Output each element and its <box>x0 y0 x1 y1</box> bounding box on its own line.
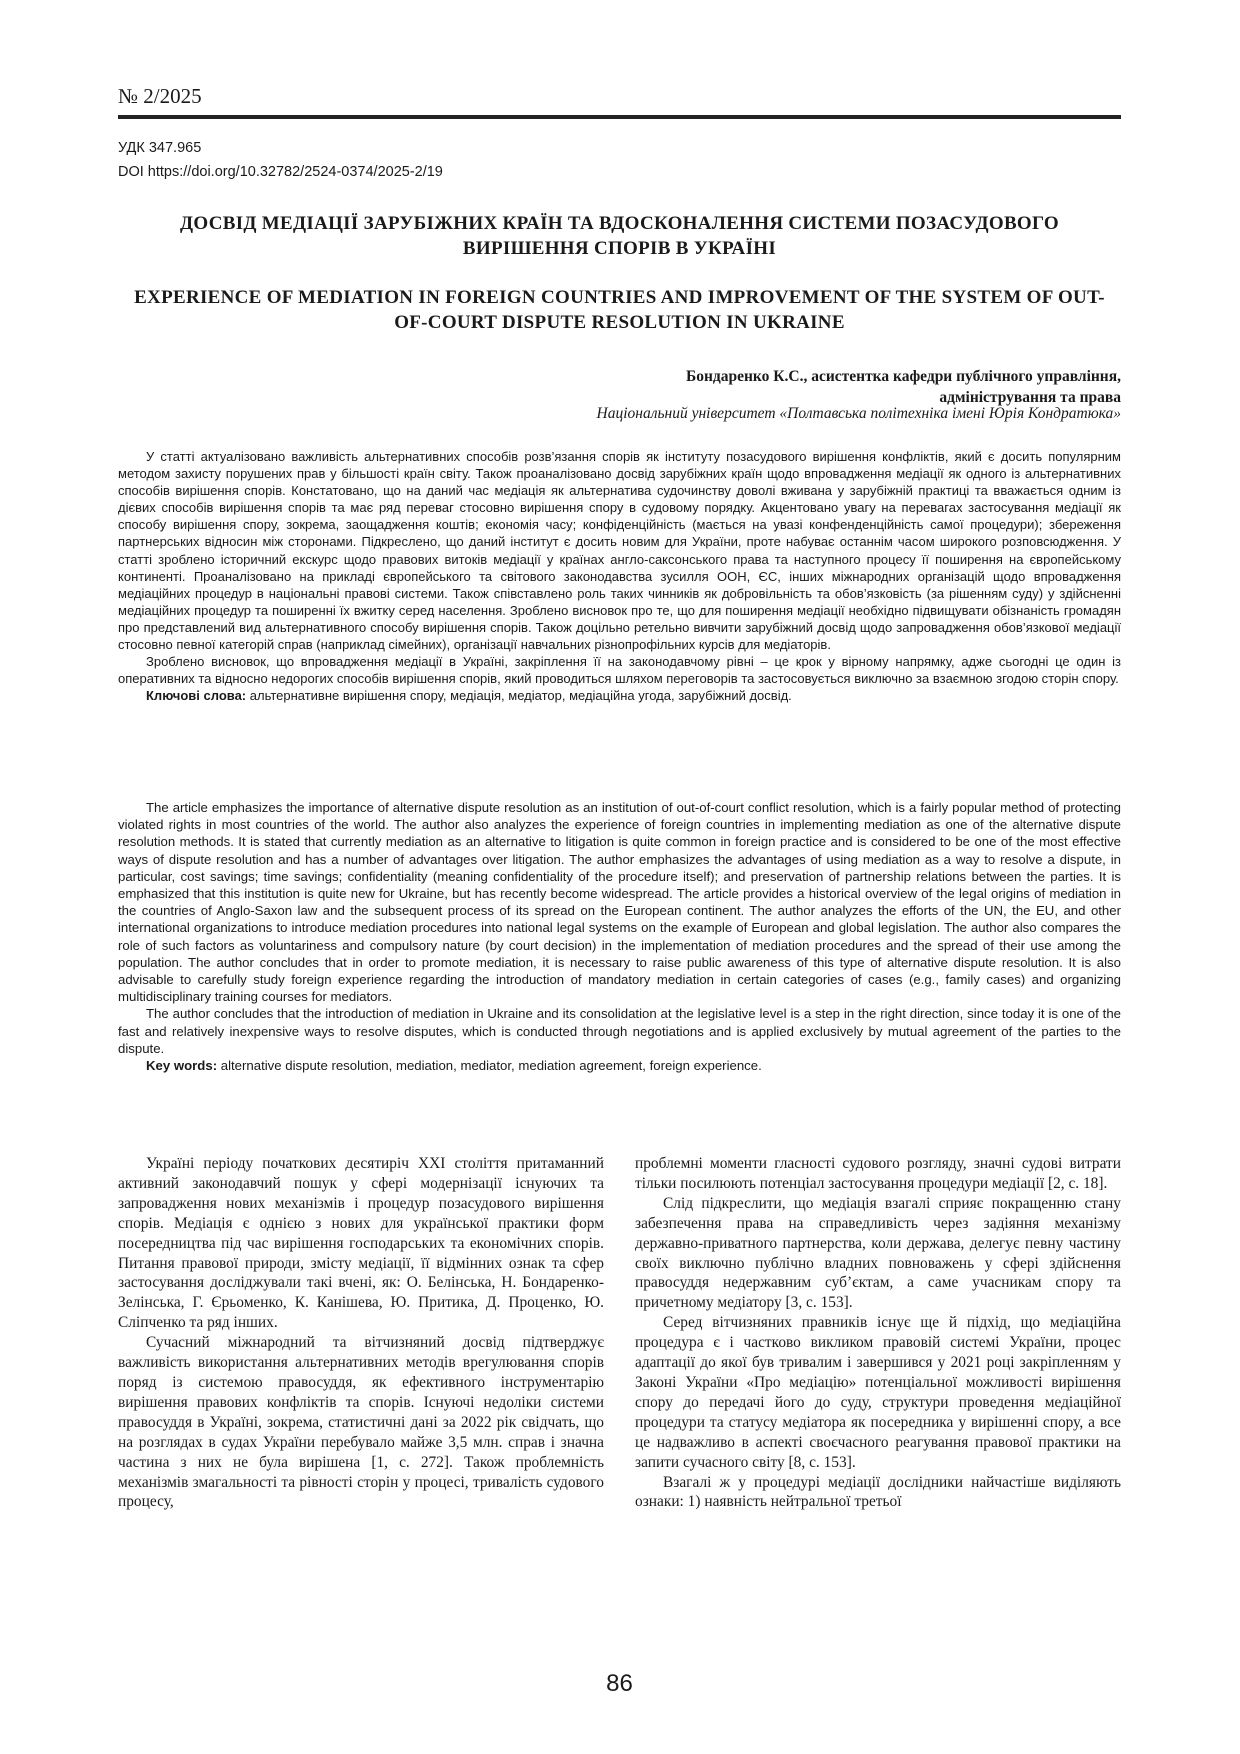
abstract-ua-paragraph: У статті актуалізовано важливість альтернативних способів розв’язання спорів як інституту позасудового вирішення конфліктів, який є досить популярним методом захисту порушених прав у більшості країн світу. Також проаналізовано досвід зарубіжних країн щодо впровадження медіації як одного із альтернативних способів вирішення спорів. Констатовано, що на даний час медіація як альтернатива судочинству доволі вживана у зарубіжній практиці та вважається одним із дієвих способів вирішення спорів та має ряд переваг стосовно вирішення спору в судовому порядку. Акцентовано увагу на перевагах застосування медіації як способу вирішення спору, зокрема, заощадження коштів; економія часу; конфіденційність (мається на увазі конфенденційність самої процедури); збереження партнерських відносин між сторонами. Підкреслено, що даний інститут є досить новим для України, проте набуває останнім часом широкого розповсюдження. У статті зроблено історичний екскурс щодо правових витоків медіації у країнах англо-саксонського права та наступного процесу її поширення на європейському континенті. Проаналізовано на прикладі європейського та світового законодавства зусилля ООН, ЄС, інших міжнародних організацій щодо впровадження медіаційних процедур в національні правові системи. Також співставлено роль таких чинників як добровільність та обов’язковість (за рішенням суду) у здійсненні медіаційних процедур та поширенні їх вжитку серед населення. Зроблено висновок про те, що для поширення медіації необхідно підвищувати обізнаність громадян про представлений вид альтернативного способу вирішення спорів. Також доцільно ретельно вивчити зарубіжний досвід щодо запровадження обов’язкової медіації стосовно певної категорій справ (наприклад сімейних), організації навчальних різнопрофільних курсів для медіаторів. <box>118 449 1121 653</box>
journal-page <box>118 0 1121 1754</box>
keywords-ua-label: Ключові слова: <box>146 688 247 704</box>
keywords-english <box>118 1057 1121 1074</box>
title-ukrainian: ДОСВІД МЕДІАЦІЇ ЗАРУБІЖНИХ КРАЇН ТА ВДОСКОНАЛЕННЯ СИСТЕМИ ПОЗАСУДОВОГО ВИРІШЕННЯ СПОРІВ В УКРАЇНІ <box>180 213 1059 259</box>
author-department: адміністрування та права <box>939 389 1121 406</box>
abstract-ua-conclusion: Зроблено висновок, що впровадження медіації в Україні, закріплення її на законодавчому рівні – це крок у вірному напрямку, адже сьогодні це один із оперативних та відносно недорогих способів вирішення спорів, який проводиться шляхом переговорів та застосовується виключно за взаємною згодою сторін спору. <box>118 654 1121 687</box>
keywords-ua-text: альтернативне вирішення спору, медіація, медіатор, медіаційна угода, зарубіжний досвід. <box>246 688 792 704</box>
header-rule <box>118 115 1121 119</box>
body-paragraph: Слід підкреслити, що медіація взагалі сприяє покращенню стану забезпечення права на справедливість через задіяння механізму державно-приватного партнерства, коли держава, делегує певну частину своїх виключно публічно владних повноважень у сфері здійснення правосуддя недержавним суб’єктам, а саме учасникам спору та причетному медіатору [3, с. 153]. <box>635 1194 1121 1312</box>
body-paragraph: Сучасний міжнародний та вітчизняний досвід підтверджує важливість використання альтернативних методів врегулювання спорів поряд із системою правосуддя, як ефективного інструментарію вирішення правових конфліктів та спорів. Існуючі недоліки системи правосуддя в Україні, зокрема, статистичні дані за 2022 рік свідчать, що на розглядах в судах України перебувало майже 3,5 млн. справ і значна частина з них не була вирішена [1, с. 272]. Також проблемність механізмів змагальності та рівності сторін у процесі, тривалість судового процесу, <box>118 1334 604 1511</box>
abstract-english <box>118 799 1121 1074</box>
page-number: 86 <box>606 1670 633 1697</box>
body-paragraph: Взагалі ж у процедурі медіації дослідники найчастіше виділяють ознаки: 1) наявність нейтральної третьої <box>635 1473 1121 1511</box>
body-column-left <box>118 1154 604 1512</box>
udk-code: УДК 347.965 <box>118 140 202 156</box>
body-paragraph-continued: проблемні моменти гласності судового розгляду, значні судові витрати тільки посилюють потенціал застосування процедури медіації [2, с. 18]. <box>635 1155 1121 1192</box>
author-name-position: Бондаренко К.С., асистентка кафедри публічного управління, <box>685 368 1121 385</box>
keywords-ukrainian <box>118 687 1121 704</box>
author-affiliation: Національний університет «Полтавська політехніка імені Юрія Кондратюка» <box>596 405 1121 422</box>
body-paragraph: Україні періоду початкових десятиріч ХХІ століття притаманний активний законодавчий пошук у сфері модернізації існуючих та запровадження нових механізмів і процедур позасудового вирішення спорів. Медіація є однією з нових для української практики форм посередництва під час вирішення господарських та економічних спорів. Питання правової природи, змісту медіації, її відмінних ознак та сфер застосування досліджували такі вчені, як: О. Белінська, Н. Бондаренко-Зелінська, Г. Єрьоменко, К. Канішева, Ю. Притика, Д. Проценко, Ю. Сліпченко та ряд інших. <box>118 1155 604 1332</box>
keywords-en-label: Key words: <box>146 1058 218 1074</box>
abstract-ukrainian <box>118 448 1121 704</box>
abstract-en-conclusion: The author concludes that the introduction of mediation in Ukraine and its consolidation at the legislative level is a step in the right direction, since today it is one of the fast and relatively inexpensive ways to resolve disputes, which is conducted through negotiations and is applied exclusively by mutual agreement of the parties to the dispute. <box>118 1006 1121 1056</box>
author-block <box>686 366 1121 408</box>
abstract-en-paragraph: The article emphasizes the importance of alternative dispute resolution as an institution of out-of-court conflict resolution, which is a fairly popular method of protecting violated rights in most countries of the world. The author also analyzes the experience of foreign countries in implementing mediation as one of the alternative dispute resolution methods. It is stated that currently mediation as an alternative to litigation is quite common in foreign practice and is considered to be one of the most effective ways of dispute resolution and has a number of advantages over litigation. The author emphasizes the advantages of using mediation as a way to resolve a dispute, in particular, cost savings; time savings; confidentiality (meaning confidentiality of the procedure itself); and preservation of partnership relations between the parties. It is emphasized that this institution is quite new for Ukraine, but has recently become widespread. The article provides a historical overview of the legal origins of mediation in the countries of Anglo-Saxon law and the subsequent process of its spread on the European continent. The author analyzes the efforts of the UN, the EU, and other international organizations to introduce mediation procedures into national legal systems on the example of European and global legislation. The author also compares the role of such factors as voluntariness and compulsory nature (by court decision) in the implementation of mediation procedures and the spread of their use among the population. The author concludes that in order to promote mediation, it is necessary to raise public awareness of this type of alternative dispute resolution. It is also advisable to carefully study foreign experience regarding the introduction of mandatory mediation in certain categories of cases (e.g., family cases) and organizing multidisciplinary training courses for mediators. <box>118 800 1121 1005</box>
issue-number: № 2/2025 <box>118 84 202 108</box>
body-column-right <box>635 1154 1121 1512</box>
keywords-en-text: alternative dispute resolution, mediation, mediator, mediation agreement, foreign experience. <box>217 1058 762 1074</box>
title-english: EXPERIENCE OF MEDIATION IN FOREIGN COUNTRIES AND IMPROVEMENT OF THE SYSTEM OF OUT-OF-COURT DISPUTE RESOLUTION IN UKRAINE <box>134 287 1105 333</box>
doi-link[interactable]: DOI https://doi.org/10.32782/2524-0374/2025-2/19 <box>118 164 443 180</box>
body-paragraph: Серед вітчизняних правників існує ще й підхід, що медіаційна процедура є і частково викликом правовій системі України, процес адаптації до якої був тривалим і завершився у 2021 році закріпленням у Законі України «Про медіацію» потенціальної можливості вирішення спору до передачі його до суду, структури проведення медіаційної процедури та статусу медіатора як посередника у вирішенні спору, а все це надважливо в аспекті своєчасного реагування правової практики на запити сучасного світу [8, с. 153]. <box>635 1314 1121 1471</box>
